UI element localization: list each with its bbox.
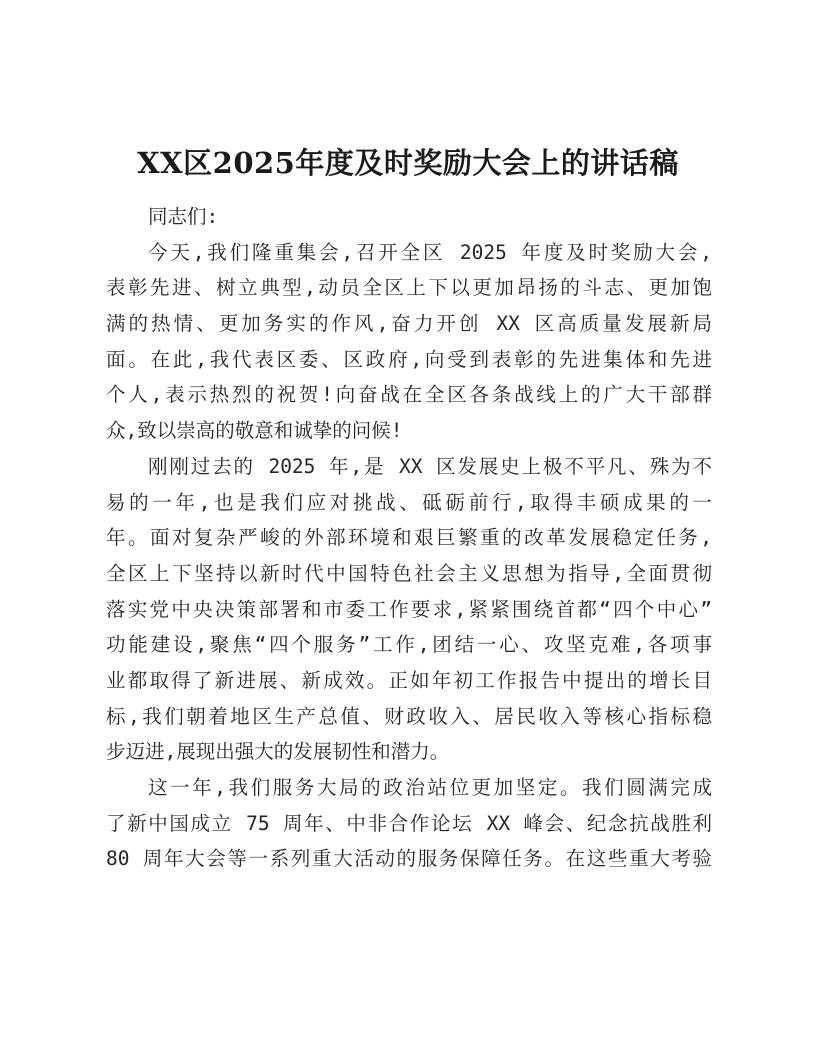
paragraph-line: 业都取得了新进展、新成效。正如年初工作报告中提出的增长目 [106,668,712,692]
paragraph-line: 表彰先进、树立典型,动员全区上下以更加昂扬的斗志、更加饱 [106,276,712,300]
paragraph-line: 这一年,我们服务大局的政治站位更加坚定。我们圆满完成 [148,776,712,800]
paragraph-line: 易的一年,也是我们应对挑战、砥砺前行,取得丰硕成果的一 [106,490,712,514]
paragraph-line: 众,致以崇高的敬意和诚挚的问候! [106,419,403,443]
paragraph-line: 全区上下坚持以新时代中国特色社会主义思想为指导,全面贯彻 [106,561,712,585]
paragraph-line: 落实党中央决策部署和市委工作要求,紧紧围绕首都“四个中心” [106,597,712,621]
paragraph-line: 80 周年大会等一系列重大活动的服务保障任务。在这些重大考验 [106,847,712,871]
document-title: XX区2025年度及时奖励大会上的讲话稿 [137,146,679,180]
paragraph-line: 个人,表示热烈的祝贺!向奋战在全区各条战线上的广大干部群 [106,383,712,407]
paragraph-line: 刚刚过去的 2025 年,是 XX 区发展史上极不平凡、殊为不 [148,454,712,478]
paragraph-line: 功能建设,聚焦“四个服务”工作,团结一心、攻坚克难,各项事 [106,633,712,657]
paragraph-line: 标,我们朝着地区生产总值、财政收入、居民收入等核心指标稳 [106,704,712,728]
paragraph-line: 年。面对复杂严峻的外部环境和艰巨繁重的改革发展稳定任务, [106,526,712,550]
salutation: 同志们: [148,205,219,228]
paragraph-3 [106,770,712,877]
paragraph-line: 今天,我们隆重集会,召开全区 2025 年度及时奖励大会, [148,240,712,264]
paragraph-line: 了新中国成立 75 周年、中非合作论坛 XX 峰会、纪念抗战胜利 [106,811,712,835]
paragraph-1 [106,235,712,449]
paragraph-line: 步迈进,展现出强大的发展韧性和潜力。 [106,740,450,764]
document-body [106,199,712,877]
paragraph-line: 满的热情、更加务实的作风,奋力开创 XX 区高质量发展新局 [106,312,712,336]
paragraph-line: 面。在此,我代表区委、区政府,向受到表彰的先进集体和先进 [106,347,712,371]
paragraph-2 [106,449,712,770]
